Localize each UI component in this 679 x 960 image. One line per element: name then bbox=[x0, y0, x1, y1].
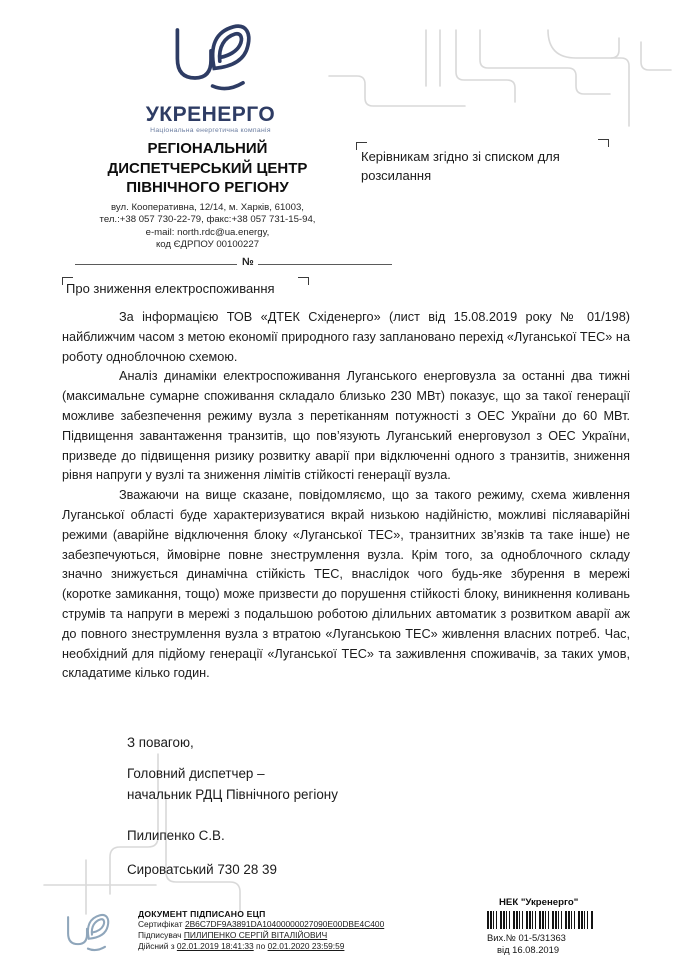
body-paragraph: Зважаючи на вище сказане, повідомляємо, що за такого режиму, схема живлення Луганської області буде характеризуватися вкрай низькою надійністю, можливі післяаварійні режими (аварійне відключення блоку «Луганської ТЕС», транзитних зв’язків та таке інше) не забезпечуються, ймовірне повне знеструмлення вузла. Крім того, за одноблочного складу значно знижується динамічна стійкість ТЕС, внаслідок чого будь-яке збурення в мережі (коротке замикання, тощо) може призвести до порушення стійкості блоку, виникнення коливань струмів та напруги в мережі з подальшою роботою ділильних автоматик з розвитком аварії аж до повного знеструмлення вузла з втратою «Луганською ТЕС» живлення власних потреб. Час, необхідний для підйому генерації «Луганської ТЕС» та заживлення споживачів, за таких умов, складатиме кілько годин. bbox=[62, 488, 630, 681]
certificate-label: Сертифікат bbox=[138, 919, 183, 929]
org-address-line: e-mail: north.rdc@ua.energy, bbox=[145, 226, 270, 238]
registration-stamp bbox=[487, 897, 667, 955]
signer-name: Пилипенко С.В. bbox=[127, 828, 225, 843]
signer-position-line2: начальник РДЦ Північного регіону bbox=[127, 787, 338, 802]
org-address-line: вул. Кооперативна, 12/14, м. Харків, 61003, bbox=[111, 201, 304, 213]
signer-label: Підписувач bbox=[138, 930, 182, 941]
org-address bbox=[35, 202, 380, 252]
signer-value: ПИЛИПЕНКО СЕРГІЙ ВІТАЛІЙОВИЧ bbox=[183, 930, 328, 941]
org-address-line: код ЄДРПОУ 00100227 bbox=[155, 239, 260, 251]
org-name-line: РЕГІОНАЛЬНИЙ bbox=[147, 140, 268, 157]
body-paragraph: Аналіз динаміки електроспоживання Луганського енерговузла за останні два тижні (максимальне сумарне споживання складало близько 230 МВт) показує, що за такої генерації можливе забезпечення режиму вузла з перетіканням потужності з ОЕС України до 60 МВт. Підвищення завантаження транзитів, що пов’язують Луганський енерговузол з ОЕС України, призведе до підвищення ризику розвитку аварії при відключенні одного з транзитів, зниження рівня напруги у вузлі та зниження лімітів стійкості генерації вузла. bbox=[62, 369, 630, 483]
org-name-line: ДИСПЕТЧЕРСЬКИЙ ЦЕНТР bbox=[107, 159, 308, 177]
validity-to-label: по bbox=[256, 941, 266, 952]
certificate-value: 2B6C7DF9A3891DA10400000027090E00DBE4C400 bbox=[184, 919, 385, 929]
executor-contact: Сироватський 730 28 39 bbox=[127, 862, 277, 877]
number-blank-line bbox=[258, 252, 392, 265]
signer-line bbox=[138, 930, 468, 941]
addressee-corner-right bbox=[598, 139, 609, 147]
number-label: № bbox=[242, 256, 254, 268]
validity-line bbox=[138, 941, 468, 952]
validity-from: 02.01.2019 18:41:33 bbox=[176, 941, 254, 952]
certificate-line bbox=[138, 919, 468, 930]
stamp-org-name: НЕК "Укренерго" bbox=[499, 897, 579, 908]
org-header bbox=[35, 139, 380, 252]
brand-block bbox=[118, 22, 303, 134]
ukrenergo-logo-icon bbox=[163, 22, 259, 98]
signature-title: ДОКУМЕНТ ПІДПИСАНО ЕЦП bbox=[138, 909, 266, 919]
addressee-text: Керівникам згідно зі списком для розсилання bbox=[361, 149, 560, 183]
validity-label: Дійсний з bbox=[138, 941, 175, 952]
subject-line: Про зниження електроспоживання bbox=[66, 281, 275, 296]
subject-corner-right bbox=[298, 277, 309, 285]
stamp-date: від 16.08.2019 bbox=[497, 944, 560, 955]
brand-tagline: Національна енергетична компанія bbox=[150, 127, 271, 134]
circuit-pattern-top-right bbox=[325, 28, 675, 146]
validity-to: 02.01.2020 23:59:59 bbox=[267, 941, 345, 952]
letter-body bbox=[62, 308, 630, 684]
footer-logo-icon bbox=[60, 912, 114, 956]
brand-name: УКРЕНЕРГО bbox=[145, 103, 276, 126]
body-paragraph: За інформацією ТОВ «ДТЕК Східенерго» (лист від 15.08.2019 року № 01/198) найближчим часом з метою економії природного газу заплановано перехід «Луганської ТЕС» на роботу одноблочною схемою. bbox=[62, 310, 630, 364]
barcode bbox=[487, 911, 593, 929]
signature-info-block bbox=[138, 909, 468, 953]
org-name-line: ПІВНІЧНОГО РЕГІОНУ bbox=[126, 179, 289, 196]
closing-salutation: З повагою, bbox=[127, 735, 194, 750]
signer-position-line1: Головний диспетчер – bbox=[127, 766, 265, 781]
date-blank-line bbox=[75, 252, 237, 265]
org-address-line: тел.:+38 057 730-22-79, факс:+38 057 731-15-94, bbox=[99, 214, 316, 226]
stamp-out-number: Вих.№ 01-5/31363 bbox=[487, 932, 566, 943]
